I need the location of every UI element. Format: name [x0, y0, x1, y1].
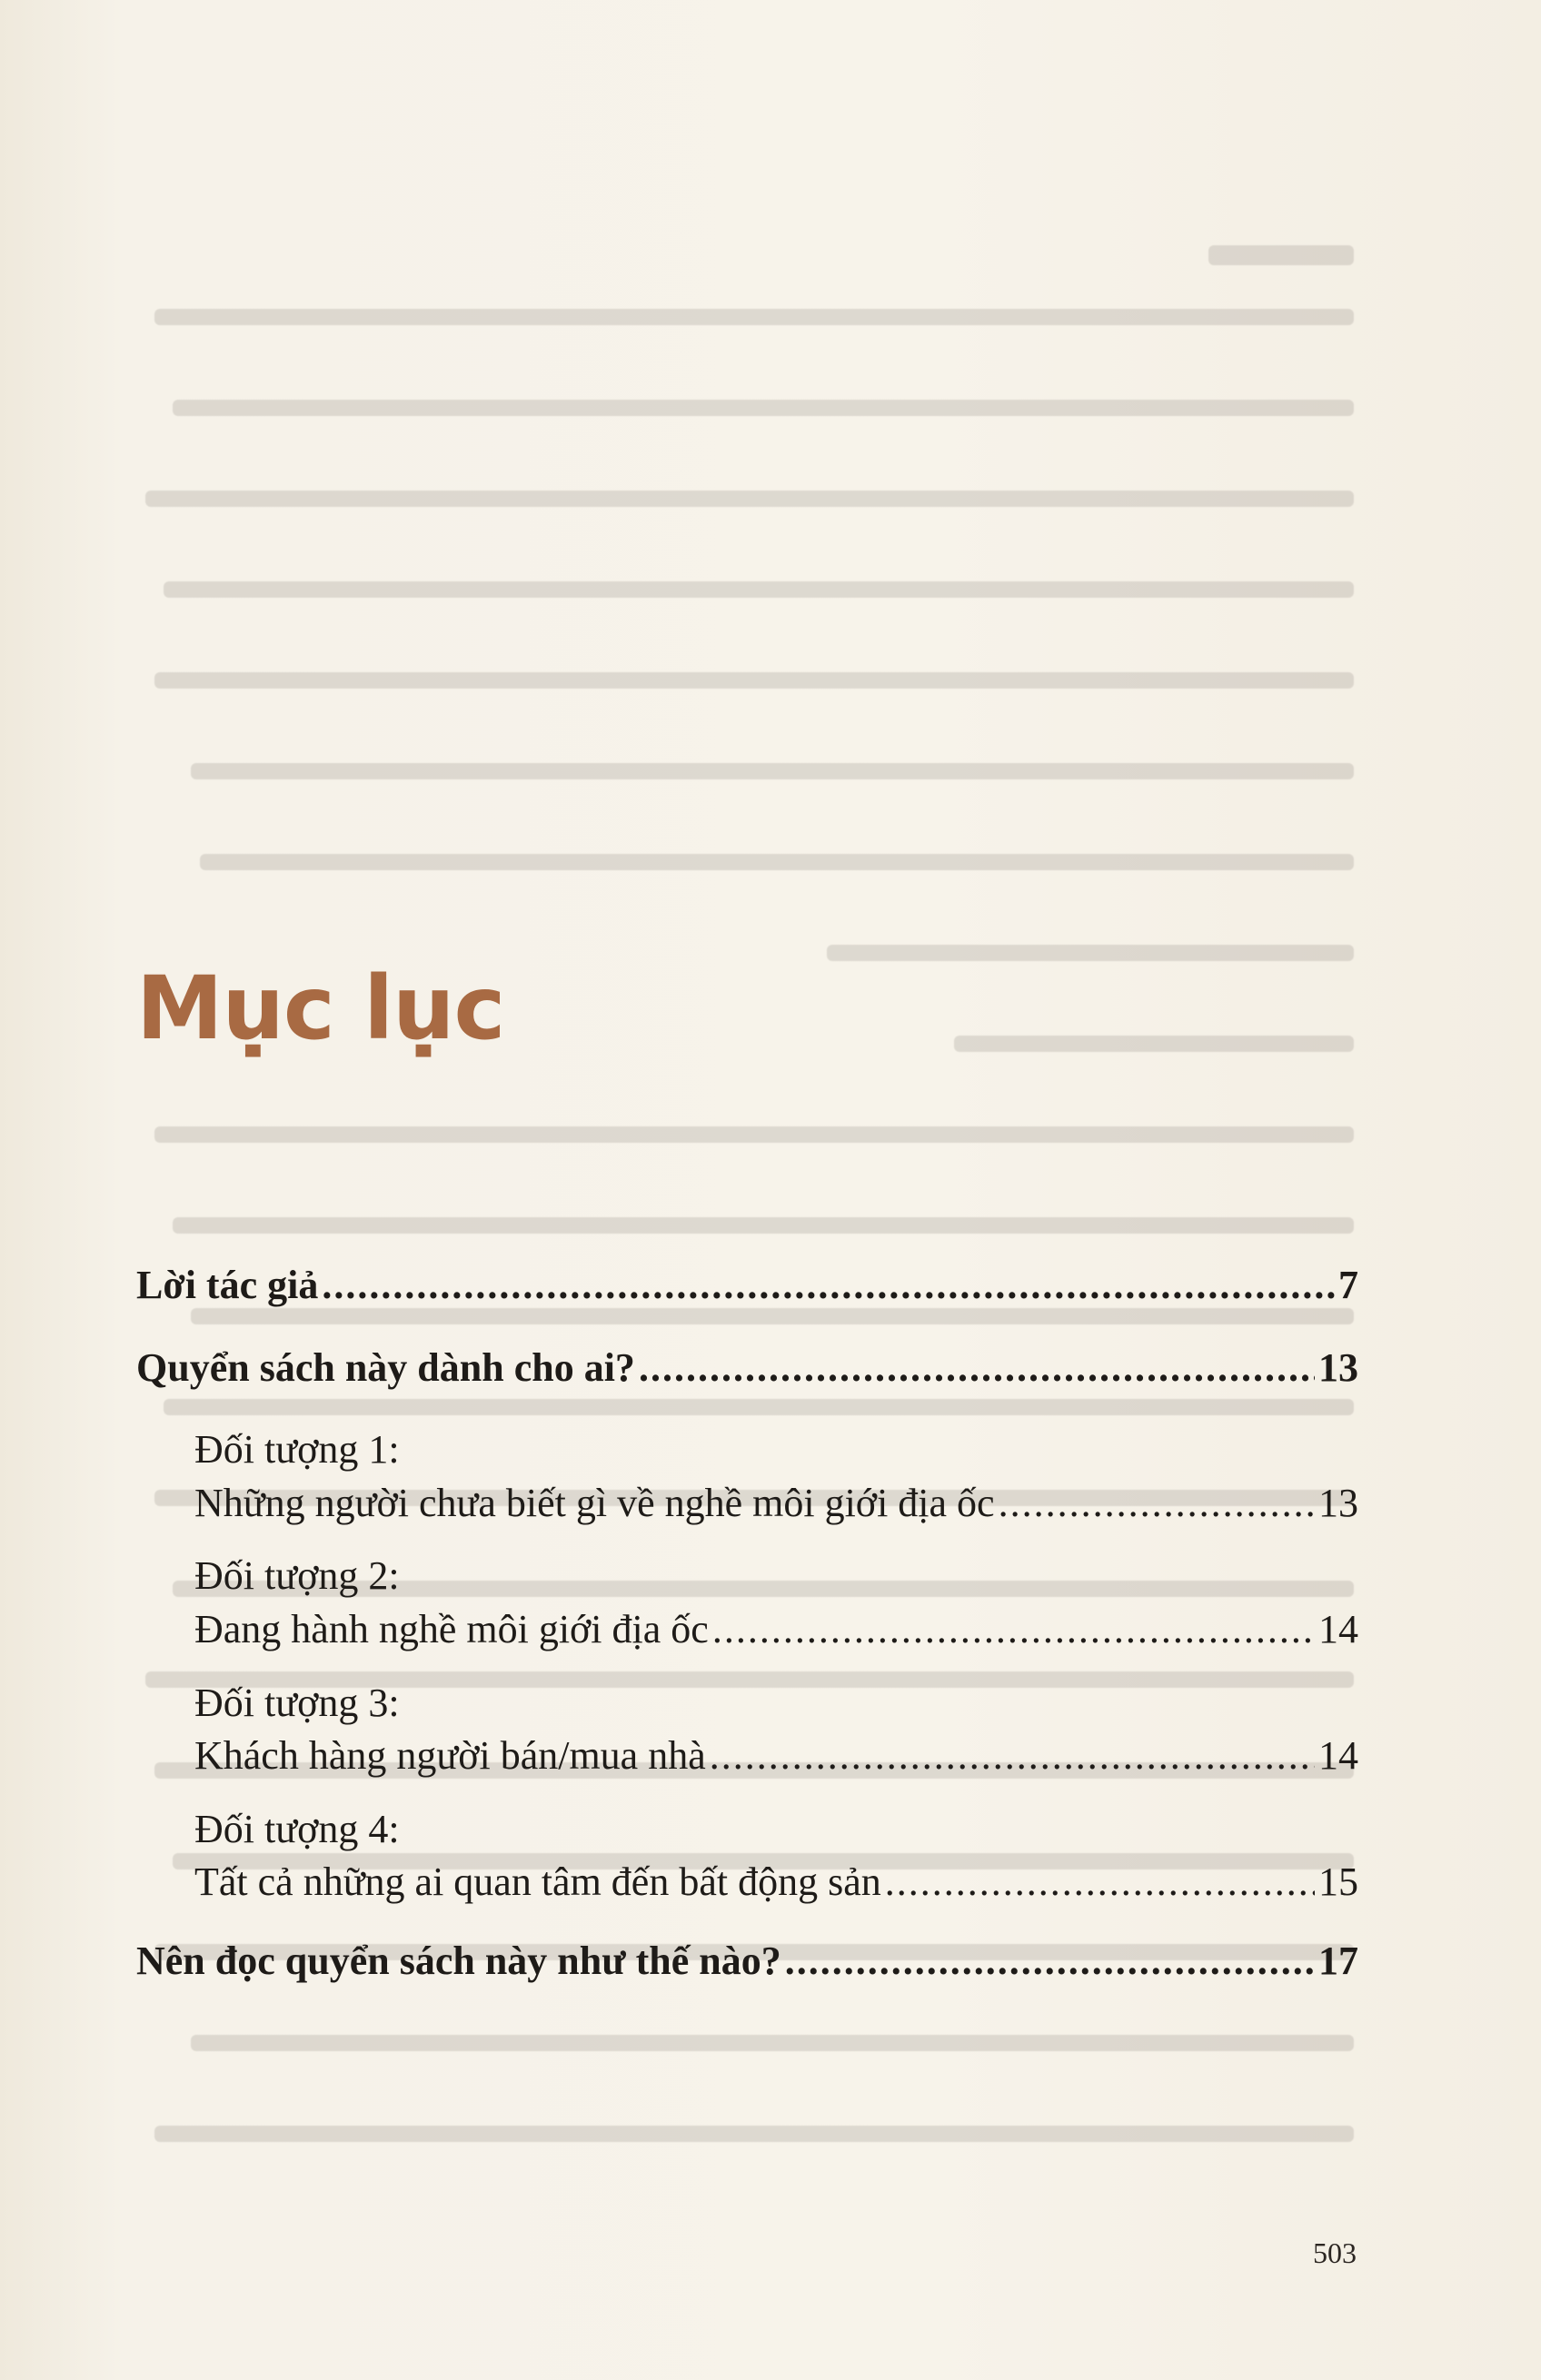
- dot-leader: [322, 1263, 1335, 1309]
- toc-entry-loi-tac-gia[interactable]: [136, 1263, 1358, 1309]
- toc-entry-nen-doc-nhu-the-nao[interactable]: [136, 1939, 1358, 1985]
- dot-leader: [785, 1939, 1315, 1985]
- audience-heading: Đối tượng 1:: [194, 1427, 400, 1473]
- toc-entry-label: Khách hàng người bán/mua nhà: [194, 1733, 706, 1779]
- dot-leader: [885, 1859, 1315, 1906]
- toc-entry-label: Những người chưa biết gì về nghề môi giới địa ốc: [194, 1480, 995, 1525]
- toc-page-number: 17: [1318, 1938, 1358, 1983]
- dot-leader: [639, 1345, 1315, 1392]
- toc-subentry-audience-4[interactable]: [194, 1807, 1358, 1906]
- toc-page-number: 14: [1318, 1606, 1358, 1651]
- toc-entry-label: Quyển sách này dành cho ai?: [136, 1344, 635, 1390]
- toc-entry-label: Tất cả những ai quan tâm đến bất động sản: [194, 1859, 881, 1905]
- toc-entry-label: Nên đọc quyển sách này như thế nào?: [136, 1938, 781, 1983]
- dot-leader: [710, 1733, 1315, 1780]
- toc-page-number: 7: [1338, 1263, 1358, 1307]
- toc-title: Mục lục: [136, 957, 505, 1059]
- toc-subentry-audience-2[interactable]: [194, 1553, 1358, 1652]
- dot-leader: [712, 1607, 1315, 1653]
- toc-entry-label: Lời tác giả: [136, 1263, 319, 1307]
- toc-entry-quyen-sach-danh-cho-ai[interactable]: [136, 1345, 1358, 1392]
- toc-page-number: 14: [1318, 1733, 1358, 1779]
- toc-page-number: 15: [1318, 1859, 1358, 1905]
- audience-heading: Đối tượng 4:: [194, 1806, 400, 1851]
- toc-page-number: 13: [1318, 1480, 1358, 1525]
- toc-subentry-audience-3[interactable]: [194, 1681, 1358, 1780]
- toc-page-number: 13: [1318, 1344, 1358, 1390]
- toc-subentry-audience-1[interactable]: [194, 1427, 1358, 1526]
- audience-heading: Đối tượng 3:: [194, 1680, 400, 1725]
- dot-leader: [999, 1481, 1315, 1527]
- toc-entry-label: Đang hành nghề môi giới địa ốc: [194, 1606, 709, 1651]
- page-folio: 503: [1313, 2236, 1357, 2269]
- table-of-contents: [136, 1263, 1358, 1985]
- audience-heading: Đối tượng 2:: [194, 1553, 400, 1599]
